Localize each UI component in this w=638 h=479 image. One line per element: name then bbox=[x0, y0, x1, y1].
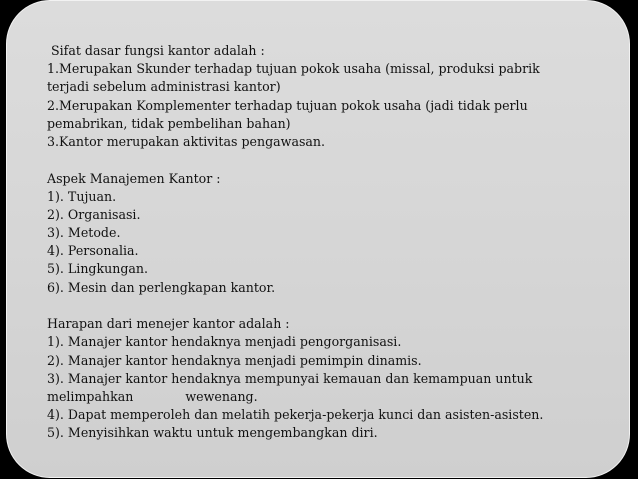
list-item: pemabrikan, tidak pembelihan bahan) bbox=[47, 115, 291, 131]
list-item: 3). Metode. bbox=[47, 225, 121, 241]
list-item: 4). Dapat memperoleh dan melatih pekerja-pekerja kunci dan asisten-asisten. bbox=[47, 407, 544, 423]
list-item: 5). Lingkungan. bbox=[47, 261, 149, 277]
list-item: 2). Organisasi. bbox=[47, 206, 141, 222]
section-aspek bbox=[47, 170, 617, 297]
list-item: melimpahkan wewenang. bbox=[47, 388, 258, 404]
spacer bbox=[47, 151, 617, 169]
list-item: 6). Mesin dan perlengkapan kantor. bbox=[47, 279, 276, 295]
list-item: 3.Kantor merupakan aktivitas pengawasan. bbox=[47, 133, 326, 149]
list-item: 2). Manajer kantor hendaknya menjadi pemimpin dinamis. bbox=[47, 352, 422, 368]
list-item: 3). Manajer kantor hendaknya mempunyai kemauan dan kemampuan untuk bbox=[47, 370, 533, 386]
list-item: 1.Merupakan Skunder terhadap tujuan pokok usaha (missal, produksi pabrik bbox=[47, 61, 540, 77]
list-item: 4). Personalia. bbox=[47, 243, 139, 259]
section-heading: Sifat dasar fungsi kantor adalah : bbox=[47, 43, 265, 58]
list-item: 1). Tujuan. bbox=[47, 188, 117, 204]
section-sifat bbox=[47, 42, 617, 151]
section-heading: Aspek Manajemen Kantor : bbox=[47, 170, 221, 186]
list-item: terjadi sebelum administrasi kantor) bbox=[47, 79, 281, 95]
slide-body bbox=[47, 42, 617, 443]
section-heading: Harapan dari menejer kantor adalah : bbox=[47, 316, 290, 332]
list-item: 2.Merupakan Komplementer terhadap tujuan pokok usaha (jadi tidak perlu bbox=[47, 97, 528, 113]
section-harapan bbox=[47, 315, 617, 442]
list-item: 1). Manajer kantor hendaknya menjadi pengorganisasi. bbox=[47, 334, 402, 350]
spacer bbox=[47, 297, 617, 315]
list-item: 5). Menyisihkan waktu untuk mengembangkan diri. bbox=[47, 425, 378, 441]
